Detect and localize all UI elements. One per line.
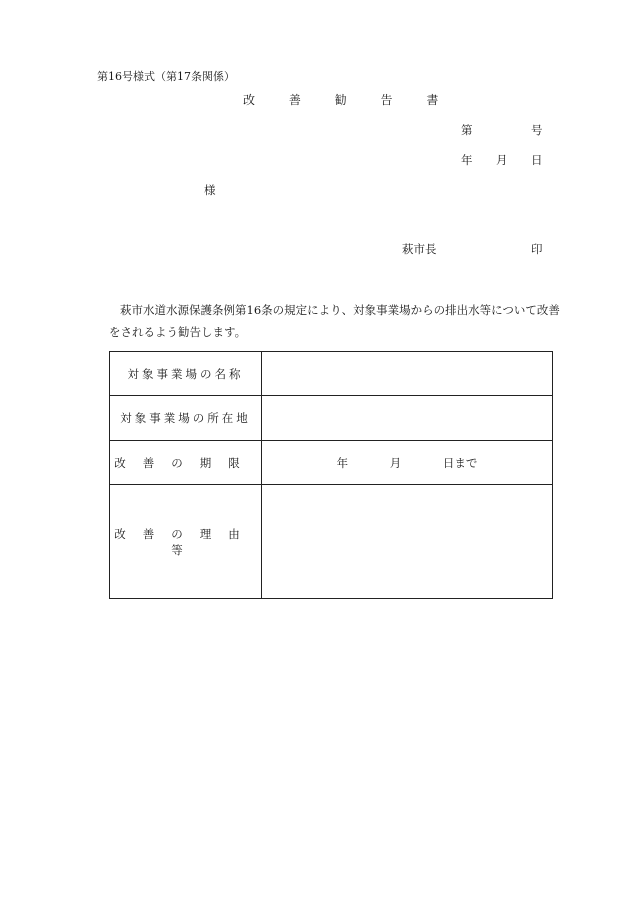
issuer-name: 萩市長 xyxy=(402,242,437,256)
date-day: 日 xyxy=(531,153,543,167)
document-number-suffix: 号 xyxy=(531,123,543,137)
title-char: 善 xyxy=(288,93,301,107)
deadline-field[interactable] xyxy=(262,441,553,485)
title-char: 勧 xyxy=(334,93,347,107)
table-row xyxy=(110,485,553,599)
table-row xyxy=(110,352,553,396)
row-label-deadline: 改善の期限 xyxy=(110,441,262,485)
table-row xyxy=(110,441,553,485)
row-label-facility-name: 対象事業場の名称 xyxy=(110,352,262,396)
document-number-prefix: 第 xyxy=(461,123,473,137)
facility-address-field[interactable] xyxy=(262,396,553,441)
form-number: 第16号様式（第17条関係） xyxy=(97,70,235,83)
addressee-suffix: 様 xyxy=(204,183,216,197)
title-char: 改 xyxy=(243,93,256,107)
document-title xyxy=(243,91,438,108)
deadline-month: 月 xyxy=(389,455,402,470)
seal-mark: 印 xyxy=(531,242,543,256)
reason-field[interactable] xyxy=(262,485,553,599)
facility-name-field[interactable] xyxy=(262,352,553,396)
date-year: 年 xyxy=(461,153,473,167)
title-char: 書 xyxy=(426,93,439,107)
body-text: 萩市水道水源保護条例第16条の規定により、対象事業場からの排出水等について改善をされるよう勧告します。 xyxy=(109,303,560,339)
title-char: 告 xyxy=(380,93,393,107)
deadline-year: 年 xyxy=(336,455,349,470)
row-label-reason: 改善の理由等 xyxy=(110,485,262,599)
deadline-day: 日まで xyxy=(442,455,478,470)
row-label-facility-address: 対象事業場の所在地 xyxy=(110,396,262,441)
date-month: 月 xyxy=(496,153,508,167)
recommendation-table xyxy=(109,351,553,599)
table-row xyxy=(110,396,553,441)
